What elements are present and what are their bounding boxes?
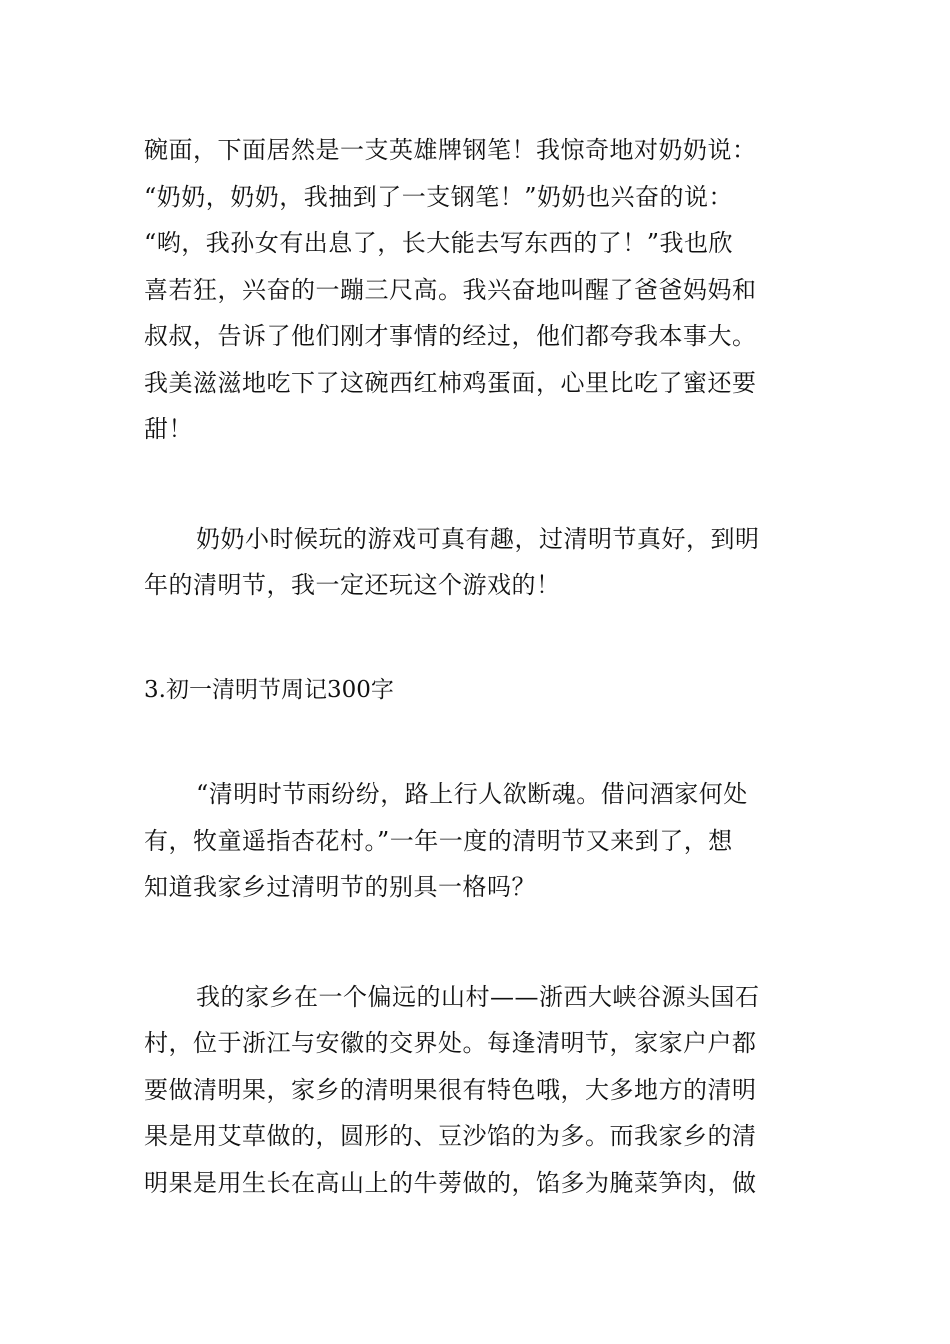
section-heading-block bbox=[144, 667, 810, 714]
text-line: 知道我家乡过清明节的别具一格吗？ bbox=[144, 873, 536, 901]
text-line: 奶奶小时候玩的游戏可真有趣，过清明节真好，到明 bbox=[196, 524, 760, 553]
document-body bbox=[144, 127, 810, 1206]
text-line: 要做清明果，家乡的清明果很有特色哦，大多地方的清明 bbox=[144, 1075, 757, 1104]
text-line: 明果是用生长在高山上的牛蒡做的，馅多为腌菜笋肉，做 bbox=[144, 1168, 757, 1197]
text-line: 叔叔，告诉了他们刚才事情的经过，他们都夸我本事大。 bbox=[144, 322, 757, 350]
paragraph-2 bbox=[144, 516, 810, 609]
text-line: “清明时节雨纷纷，路上行人欲断魂。借问酒家何处 bbox=[196, 780, 748, 808]
paragraph-3 bbox=[144, 771, 810, 911]
text-line: “奶奶，奶奶，我抽到了一支钢笔！”奶奶也兴奋的说： bbox=[144, 182, 734, 211]
text-line: “哟，我孙女有出息了，长大能去写东西的了！”我也欣 bbox=[144, 229, 734, 257]
text-line: 我的家乡在一个偏远的山村——浙西大峡谷源头国石 bbox=[196, 982, 760, 1011]
text-line: 村，位于浙江与安徽的交界处。每逢清明节，家家户户都 bbox=[144, 1029, 757, 1057]
section-heading: 3.初一清明节周记300字 bbox=[144, 676, 394, 703]
text-line: 有，牧童遥指杏花村。”一年一度的清明节又来到了，想 bbox=[144, 826, 733, 855]
paragraph-4 bbox=[144, 974, 810, 1207]
text-line: 甜！ bbox=[144, 415, 193, 443]
text-line: 碗面，下面居然是一支英雄牌钢笔！我惊奇地对奶奶说： bbox=[144, 136, 757, 164]
text-line: 年的清明节，我一定还玩这个游戏的！ bbox=[144, 571, 561, 599]
paragraph-1 bbox=[144, 127, 810, 453]
text-line: 喜若狂，兴奋的一蹦三尺高。我兴奋地叫醒了爸爸妈妈和 bbox=[144, 275, 757, 304]
text-line: 我美滋滋地吃下了这碗西红柿鸡蛋面，心里比吃了蜜还要 bbox=[144, 368, 757, 397]
text-line: 果是用艾草做的，圆形的、豆沙馅的为多。而我家乡的清 bbox=[144, 1122, 757, 1150]
